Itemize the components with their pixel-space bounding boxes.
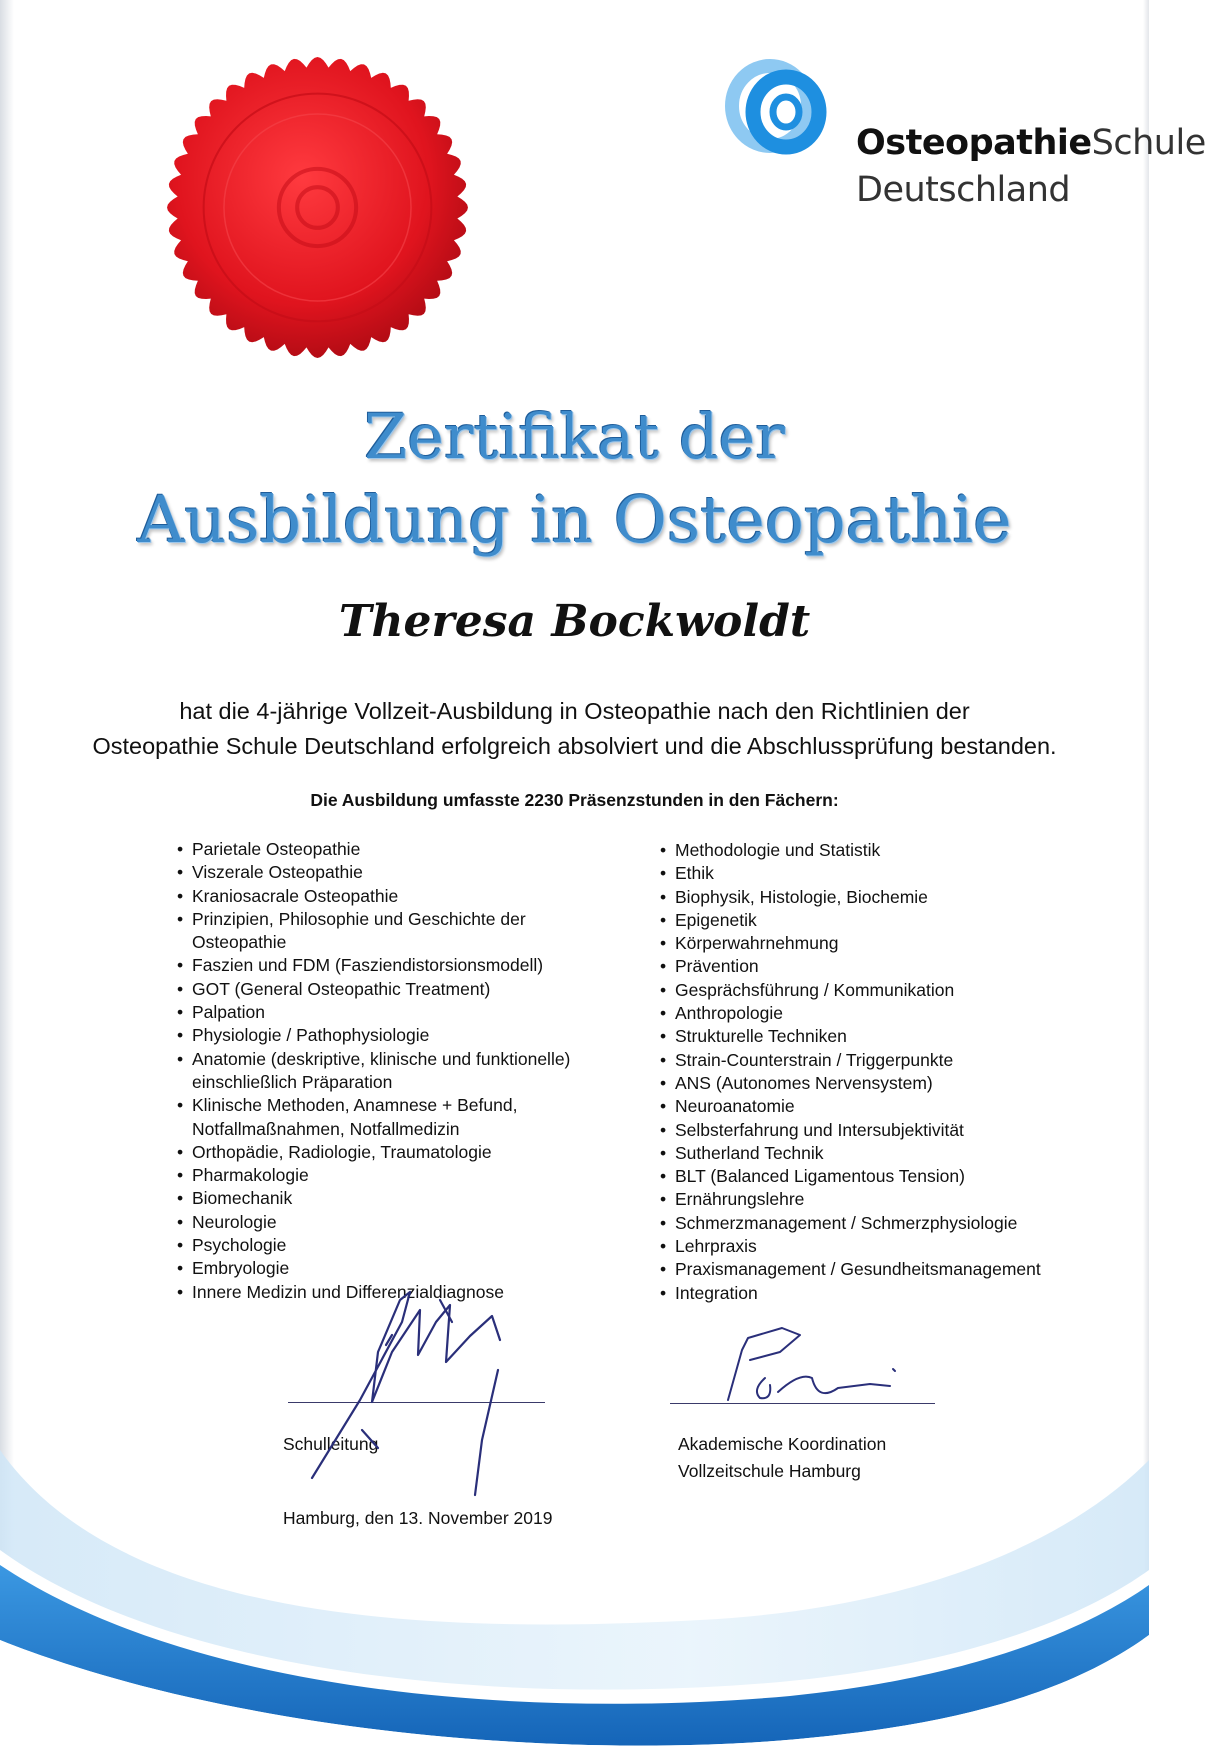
subject-label: Ethik <box>675 863 714 884</box>
subject-label-continuation: Notfallmaßnahmen, Notfallmedizin <box>192 1118 460 1139</box>
subject-item <box>660 1002 1080 1025</box>
subject-label: Schmerzmanagement / Schmerzphysiologie <box>675 1212 1018 1233</box>
signature-line-left <box>288 1402 545 1403</box>
subject-label: Biomechanik <box>192 1188 293 1209</box>
subject-label: Epigenetik <box>675 909 757 930</box>
subject-label: Körperwahrnehmung <box>675 933 839 954</box>
subject-item <box>660 839 1080 862</box>
subject-item <box>177 1234 617 1257</box>
training-hours-heading: Die Ausbildung umfasste 2230 Präsenzstunden in den Fächern: <box>310 790 839 810</box>
logo-ring-core <box>773 97 799 127</box>
subject-item <box>177 908 617 955</box>
subject-item <box>177 885 617 908</box>
subject-label: Neurologie <box>192 1211 277 1232</box>
signature-label-school-management: Schulleitung <box>283 1434 379 1454</box>
certificate-title-line2: Ausbildung in Osteopathie <box>137 483 1012 558</box>
subject-label: ANS (Autonomes Nervensystem) <box>675 1072 933 1093</box>
subject-item <box>177 861 617 884</box>
place-and-date: Hamburg, den 13. November 2019 <box>283 1508 553 1528</box>
statement-line1: hat die 4-jährige Vollzeit-Ausbildung in Osteopathie nach den Richtlinien der <box>179 698 970 724</box>
subject-item <box>660 1142 1080 1165</box>
subject-item <box>177 1164 617 1187</box>
subject-item <box>660 1049 1080 1072</box>
subject-item <box>660 1119 1080 1142</box>
subjects-list-right <box>660 839 1080 1305</box>
subject-item <box>177 1048 617 1095</box>
recipient-name: Theresa Bockwoldt <box>338 596 811 647</box>
subject-label: Strain-Counterstrain / Triggerpunkte <box>675 1049 954 1070</box>
subject-item <box>177 1094 617 1141</box>
subject-item <box>660 1072 1080 1095</box>
subject-item <box>660 1212 1080 1235</box>
subject-label: GOT (General Osteopathic Treatment) <box>192 978 491 999</box>
subject-label: Innere Medizin und Differenzialdiagnose <box>192 1281 504 1302</box>
subject-item <box>177 1281 617 1304</box>
subject-label: Orthopädie, Radiologie, Traumatologie <box>192 1141 492 1162</box>
subject-item <box>177 1001 617 1024</box>
subject-item <box>660 932 1080 955</box>
subject-label: Faszien und FDM (Fasziendistorsionsmodell) <box>192 955 544 976</box>
subject-item <box>177 1257 617 1280</box>
subject-label: Palpation <box>192 1002 265 1023</box>
subject-label: Biophysik, Histologie, Biochemie <box>675 886 928 907</box>
subject-label: Parietale Osteopathie <box>192 839 361 859</box>
subject-item <box>177 1024 617 1047</box>
subject-item <box>660 1258 1080 1281</box>
subject-item <box>660 979 1080 1002</box>
subject-item <box>660 886 1080 909</box>
red-seal <box>165 55 470 360</box>
subject-item <box>177 1141 617 1164</box>
subject-label: Embryologie <box>192 1258 290 1279</box>
signature-label-academic-coordination: Akademische Koordination <box>678 1434 887 1454</box>
subject-label: Sutherland Technik <box>675 1142 824 1163</box>
subject-label: Ernährungslehre <box>675 1189 805 1210</box>
subject-label-continuation: Osteopathie <box>192 932 287 953</box>
subject-label: Kraniosacrale Osteopathie <box>192 885 399 906</box>
subject-item <box>177 1187 617 1210</box>
subject-label: Pharmakologie <box>192 1165 309 1186</box>
certificate-title-line1: Zertifikat der <box>364 400 785 473</box>
signature-label-school-location: Vollzeitschule Hamburg <box>678 1461 861 1481</box>
subject-item <box>660 1095 1080 1118</box>
subject-item <box>660 1282 1080 1305</box>
subject-item <box>177 978 617 1001</box>
subject-label: Klinische Methoden, Anamnese + Befund, <box>192 1095 518 1116</box>
subject-item <box>177 1211 617 1234</box>
subject-item <box>660 1165 1080 1188</box>
subjects-list-left <box>177 838 617 1304</box>
signature-line-right <box>670 1403 935 1404</box>
subject-item <box>660 909 1080 932</box>
subject-item <box>660 955 1080 978</box>
subject-label: Selbsterfahrung und Intersubjektivität <box>675 1119 964 1140</box>
subject-label: BLT (Balanced Ligamentous Tension) <box>675 1166 965 1187</box>
subject-label: Prinzipien, Philosophie und Geschichte der <box>192 908 526 929</box>
subject-label: Neuroanatomie <box>675 1096 795 1117</box>
subject-label: Psychologie <box>192 1235 287 1256</box>
logo-name-bold: Osteopathie <box>856 123 1092 163</box>
subject-label: Physiologie / Pathophysiologie <box>192 1025 430 1046</box>
subject-item <box>177 838 617 861</box>
subject-label: Viszerale Osteopathie <box>192 862 363 883</box>
subject-label: Lehrpraxis <box>675 1236 757 1257</box>
subject-label-continuation: einschließlich Präparation <box>192 1071 393 1092</box>
subject-label: Anatomie (deskriptive, klinische und funktionelle) <box>192 1048 571 1069</box>
subject-label: Integration <box>675 1282 758 1303</box>
subject-label: Praxismanagement / Gesundheitsmanagement <box>675 1259 1041 1280</box>
subject-label: Gesprächsführung / Kommunikation <box>675 979 955 1000</box>
subject-label: Methodologie und Statistik <box>675 840 881 860</box>
subject-item <box>660 1235 1080 1258</box>
double-ring-logo-icon <box>724 60 844 160</box>
footer-blue-swoosh <box>0 1420 1149 1751</box>
subject-item <box>660 1188 1080 1211</box>
logo-name-line2: Deutschland <box>856 170 1071 210</box>
subject-label: Anthropologie <box>675 1003 783 1024</box>
subject-label: Prävention <box>675 956 759 977</box>
signature-right <box>728 1328 895 1400</box>
logo-name-light: Schule <box>1091 123 1206 163</box>
subject-item <box>660 862 1080 885</box>
subject-label: Strukturelle Techniken <box>675 1026 847 1047</box>
seal-scalloped-disc <box>167 57 468 358</box>
subject-item <box>177 954 617 977</box>
statement-line2: Osteopathie Schule Deutschland erfolgreich absolviert und die Abschlussprüfung bestanden. <box>92 733 1057 759</box>
subject-item <box>660 1025 1080 1048</box>
logo-name <box>856 123 1206 163</box>
